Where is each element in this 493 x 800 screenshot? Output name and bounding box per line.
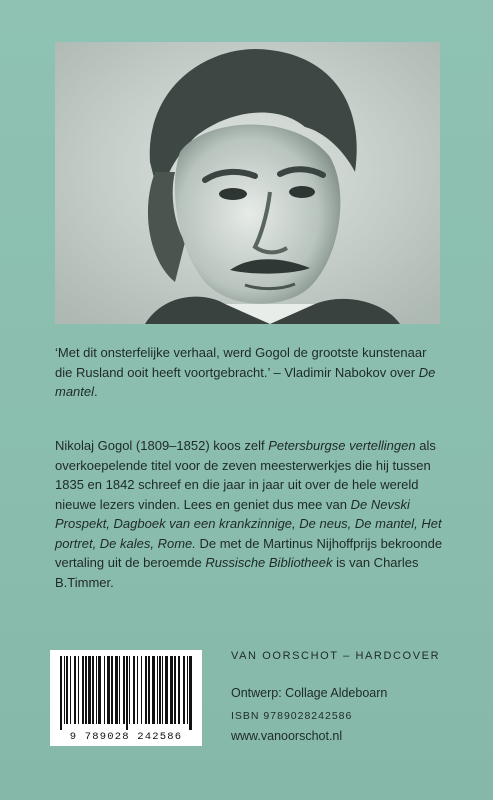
barcode-bar <box>115 656 118 724</box>
design-credit: Ontwerp: Collage Aldeboarn <box>231 686 388 700</box>
barcode-bar <box>187 656 188 724</box>
barcode-bar <box>152 656 155 724</box>
barcode-bars <box>50 650 202 730</box>
blurb-text: als overkoepelende titel voor de zeven meesterwerkjes die hij tussen 1835 en 1842 schreef en die jaar in jaar uit over de hele wereld nieuwe lezers vinden. Lees en geniet dus mee van <box>55 438 436 512</box>
barcode-bar <box>98 656 101 724</box>
quote-end: . <box>94 384 98 399</box>
barcode-bar <box>119 656 120 724</box>
quote-text: ‘Met dit onsterfelijke verhaal, werd Gogol de grootste kunstenaar die Rusland ooit heeft voortgebracht.’ – Vladimir Nabokov over <box>55 345 427 380</box>
barcode-bar <box>96 656 97 724</box>
barcode-bar <box>70 656 71 724</box>
barcode-bar <box>66 656 68 724</box>
barcode-bar <box>141 656 142 724</box>
isbn-text: ISBN 9789028242586 <box>231 710 353 722</box>
isbn-barcode <box>50 650 202 746</box>
author-portrait <box>55 42 440 324</box>
quote-book-title: De mantel <box>55 364 436 399</box>
barcode-bar <box>133 656 135 724</box>
book-blurb <box>55 436 445 592</box>
barcode-bar <box>162 656 163 724</box>
blurb-story-titles: De Nevski Prospekt, Dagboek van een krankzinnige, De neus, De mantel, Het portret, De kales, Rome. <box>55 496 442 551</box>
barcode-bar <box>170 656 173 724</box>
barcode-digits: 9 789028 242586 <box>69 731 183 743</box>
barcode-bar <box>85 656 87 724</box>
barcode-bar <box>60 656 62 730</box>
barcode-bar <box>82 656 84 724</box>
barcode-bar <box>88 656 91 724</box>
barcode-bar <box>183 656 185 724</box>
barcode-bar <box>64 656 65 724</box>
barcode-bar <box>145 656 147 724</box>
barcode-bar <box>74 656 76 724</box>
blurb-series-title: Russische Bibliotheek <box>205 555 333 570</box>
nabokov-quote <box>55 343 445 402</box>
barcode-bar <box>126 656 128 730</box>
barcode-bar <box>123 656 125 724</box>
barcode-bar <box>157 656 158 724</box>
barcode-bar <box>78 656 79 724</box>
barcode-bar <box>178 656 180 724</box>
blurb-text: is van Charles B.Timmer. <box>55 555 419 590</box>
barcode-bar <box>129 656 130 724</box>
barcode-bar <box>104 656 105 724</box>
barcode-bar <box>174 656 176 724</box>
publisher-line: VAN OORSCHOT – HARDCOVER <box>231 650 441 662</box>
barcode-bar <box>92 656 94 724</box>
barcode-bar <box>107 656 110 724</box>
barcode-bar <box>148 656 150 724</box>
publisher-website: www.vanoorschot.nl <box>231 729 343 743</box>
blurb-collection-title: Petersburgse vertellingen <box>268 438 416 453</box>
barcode-bar <box>137 656 138 724</box>
barcode-bar <box>189 656 192 730</box>
barcode-bar <box>159 656 161 724</box>
barcode-bar <box>111 656 113 724</box>
blurb-text: Nikolaj Gogol (1809–1852) koos zelf <box>55 438 269 453</box>
blurb-text: De met de Martinus Nijhoffprijs bekroonde vertaling uit de beroemde <box>55 535 443 570</box>
barcode-bar <box>165 656 168 724</box>
